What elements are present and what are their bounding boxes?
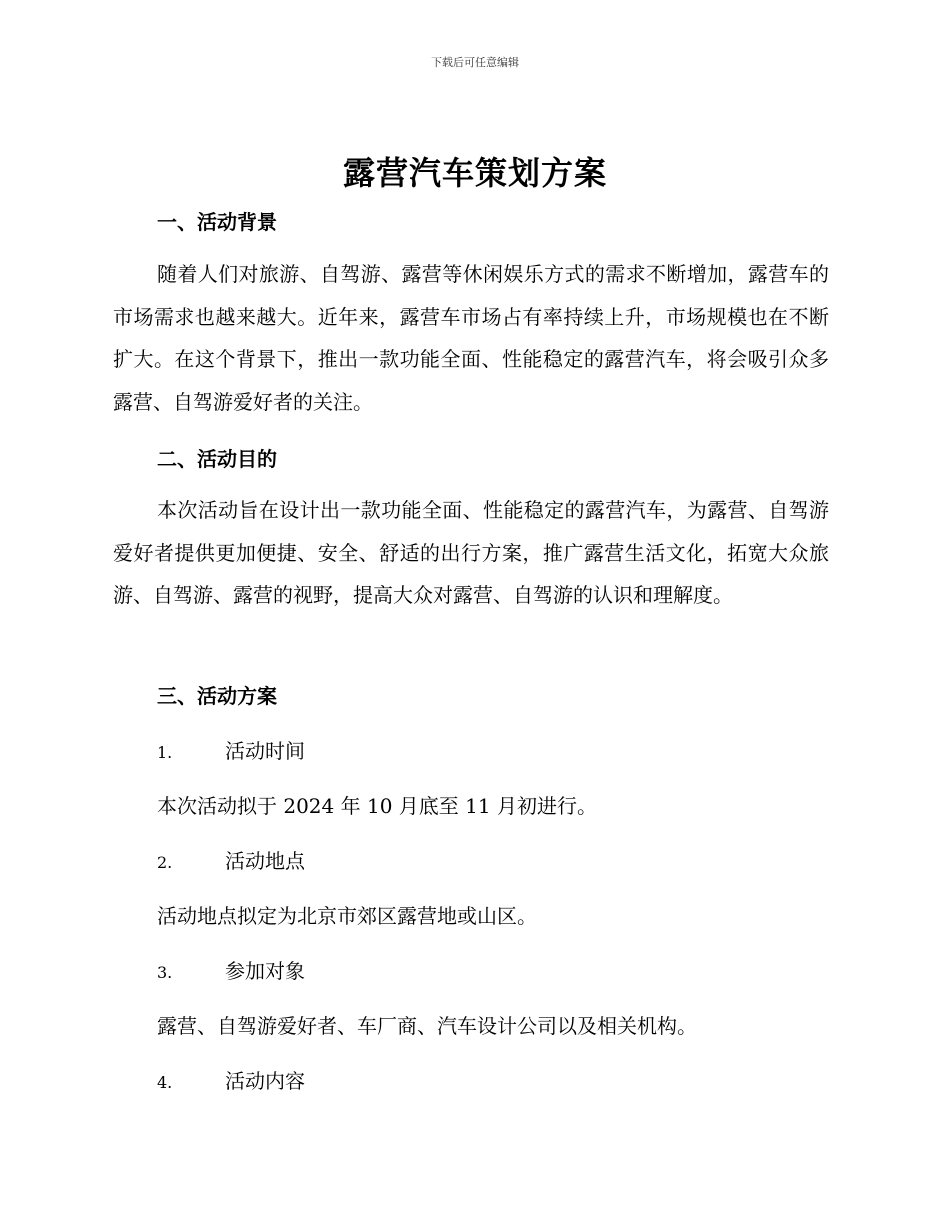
list-item-time	[157, 735, 305, 764]
list-number: 2.	[157, 853, 173, 872]
list-item-location	[157, 845, 305, 874]
list-number: 4.	[157, 1073, 173, 1092]
section-heading-background: 一、活动背景	[157, 210, 277, 234]
list-item-content	[157, 1065, 305, 1094]
header-note: 下载后可任意编辑	[431, 56, 519, 69]
list-label: 参加对象	[225, 959, 305, 983]
list-label: 活动地点	[225, 849, 305, 873]
list-number: 1.	[157, 743, 173, 762]
list-number: 3.	[157, 963, 173, 982]
section-heading-purpose: 二、活动目的	[157, 447, 277, 471]
list-item-participants	[157, 955, 305, 984]
section-heading-plan: 三、活动方案	[157, 684, 277, 708]
item-text-participants: 露营、自驾游爱好者、车厂商、汽车设计公司以及相关机构。	[157, 1014, 697, 1038]
item-text-time: 本次活动拟于 2024 年 10 月底至 11 月初进行。	[157, 794, 597, 818]
list-label: 活动时间	[225, 739, 305, 763]
list-label: 活动内容	[225, 1069, 305, 1093]
document-title: 露营汽车策划方案	[342, 154, 607, 192]
item-text-location: 活动地点拟定为北京市郊区露营地或山区。	[157, 904, 537, 928]
paragraph-background: 随着人们对旅游、自驾游、露营等休闲娱乐方式的需求不断增加，露营车的市场需求也越来越大。近年来，露营车市场占有率持续上升，市场规模也在不断扩大。在这个背景下，推出一款功能全面、性能稳定的露营汽车，将会吸引众多露营、自驾游爱好者的关注。	[113, 262, 829, 414]
paragraph-purpose: 本次活动旨在设计出一款功能全面、性能稳定的露营汽车，为露营、自驾游爱好者提供更加便捷、安全、舒适的出行方案，推广露营生活文化，拓宽大众旅游、自驾游、露营的视野，提高大众对露营、自驾游的认识和理解度。	[113, 498, 829, 607]
